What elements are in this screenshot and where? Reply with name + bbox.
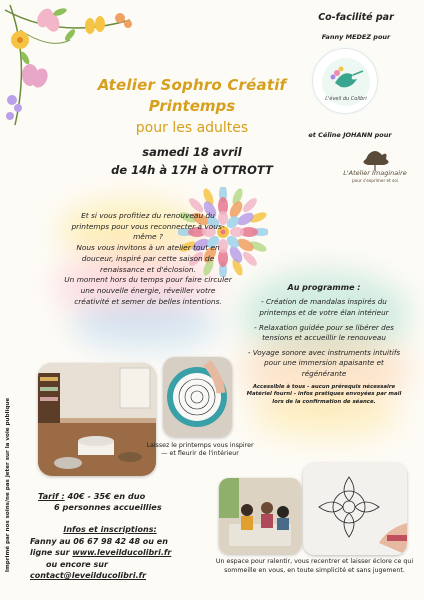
intro-paragraph: Un moment hors du temps pour faire circuler une nouvelle énergie, réveiller votre créativité et semer de belles intentions. xyxy=(64,275,232,306)
colibri-logo-text: L'éveil du Colibri xyxy=(325,96,367,102)
title-line-1: Atelier Sophro Créatif xyxy=(97,76,287,94)
mandala-petal xyxy=(230,227,244,237)
tarif-block xyxy=(38,491,168,514)
celine-credit: et Céline JOHANN pour xyxy=(308,131,392,139)
photo-caption-space: Un espace pour ralentir, vous recentrer et laisser éclore ce qui sommeille en vous, en toute simplicité et sans jugement. xyxy=(215,558,414,574)
tarif-capacity: 6 personnes accueillies xyxy=(54,502,162,513)
programme-title: Au programme : xyxy=(287,283,361,292)
atelier-logo-subtext: pour s'exprimer et soi xyxy=(352,178,398,183)
tarif-label: Tarif : xyxy=(38,491,65,501)
photo-hand-drawing xyxy=(303,463,407,555)
mandala-petal xyxy=(241,250,259,268)
infos-title: Infos et inscriptions: xyxy=(63,525,157,534)
title-audience: pour les adultes xyxy=(135,120,249,136)
vertical-print-text: Imprimé par nos soins/ne pas jeter sur la voie publique xyxy=(5,397,11,573)
infos-or: ou encore sur xyxy=(46,559,108,569)
website-link[interactable]: www.leveilducolibri.fr xyxy=(72,548,172,558)
intro-paragraph: Nous vous invitons à un atelier tout en douceur, inspiré par cette saison de renaissance et d'éclosion. xyxy=(76,243,220,274)
mandala-petal xyxy=(241,196,259,214)
programme-item: - Voyage sonore avec instruments intuitifs pour une immersion apaisante et régénérante xyxy=(247,348,401,378)
photo-group-workshop xyxy=(219,478,301,554)
programme-block xyxy=(244,282,404,407)
infos-block xyxy=(30,524,190,582)
programme-item: - Création de mandalas inspirés du printemps et de votre élan intérieur xyxy=(259,297,389,317)
event-date: samedi 18 avril xyxy=(142,145,242,159)
access-note: Accessible à tous - aucun prérequis nécessaire Matériel fourni - infos pratiques envoyées par mail lors de la confirmation de séance. xyxy=(246,383,402,406)
atelier-logo-text: L'Atelier Imaginaire xyxy=(343,169,407,177)
fanny-credit: Fanny MEDEZ pour xyxy=(321,33,391,41)
tarif-price: 40€ - 35€ en duo xyxy=(67,491,146,501)
intro-text xyxy=(64,211,232,308)
photo-caption-inspiration: Laissez le printemps vous inspirer— et fleurir de l'intérieur xyxy=(146,442,254,458)
colibri-logo xyxy=(312,48,378,114)
infos-phone: Fanny au 06 67 98 42 48 ou en xyxy=(30,536,168,546)
infos-online-prefix: ligne sur xyxy=(30,548,73,558)
atelier-imaginaire-logo xyxy=(338,145,412,187)
photo-mandala-drawing xyxy=(163,357,232,437)
photo-meditation-room xyxy=(38,363,156,476)
title-line-2: Printemps xyxy=(148,97,236,115)
intro-paragraph: Et si vous profitiez du renouveau du printemps pour vous reconnecter à vous-même ? xyxy=(71,211,225,242)
event-time-place: de 14h à 17H à OTTROTT xyxy=(111,163,273,177)
email-link[interactable]: contact@leveilducolibri.fr xyxy=(30,571,147,581)
programme-item: - Relaxation guidée pour se libérer des tensions et accueillir le renouveau xyxy=(254,322,394,343)
vertical-print-note xyxy=(5,380,13,590)
cofacilite-label: Co-facilité par xyxy=(318,12,394,23)
